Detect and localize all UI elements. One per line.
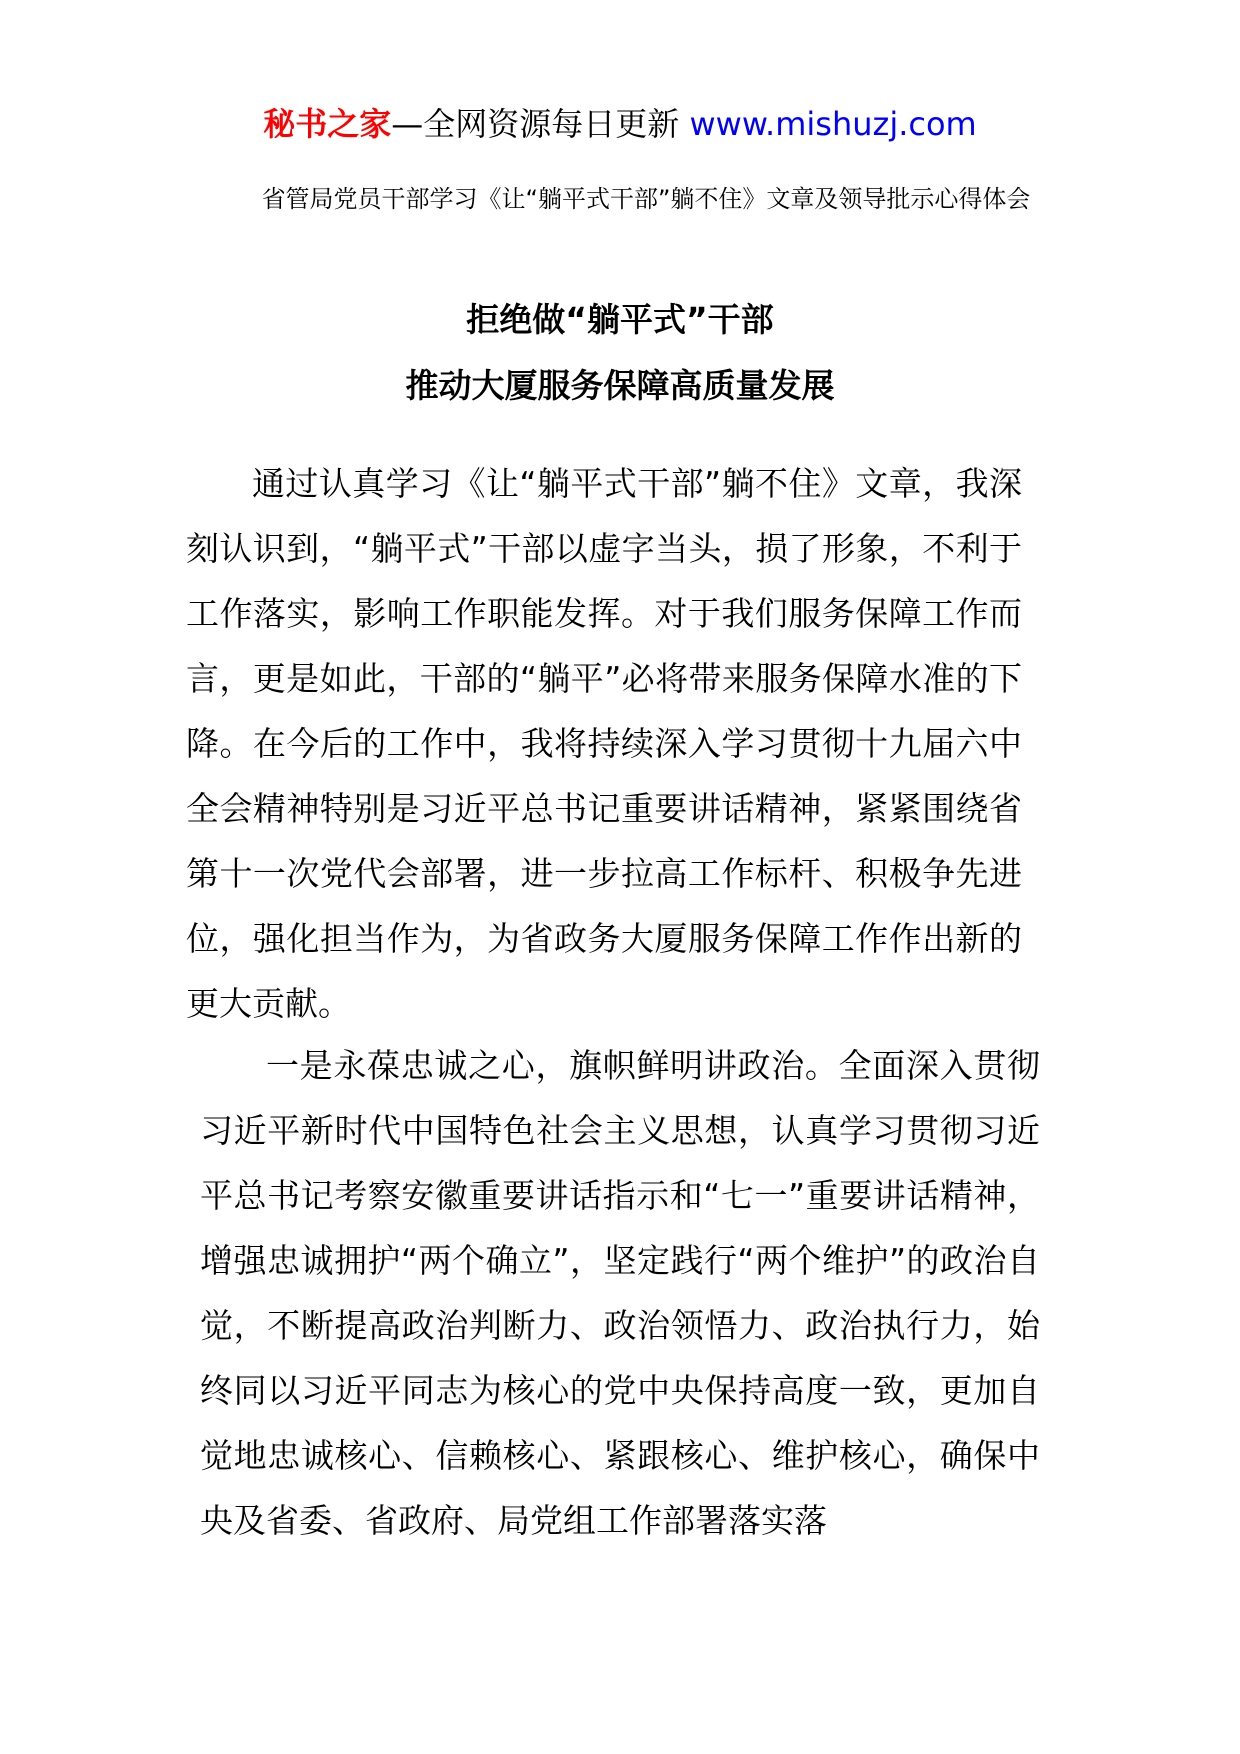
body-paragraph-1: 通过认真学习《让“躺平式干部”躺不住》文章，我深刻认识到，“躺平式”干部以虚字当头，损了形象，不利于工作落实，影响工作职能发挥。对于我们服务保障工作而言，更是如此，干部的“躺平”必将带来服务保障水准的下降。在今后的工作中，我将持续深入学习贯彻十九届六中全会精神特别是习近平总书记重要讲话精神，紧紧围绕省第十一次党代会部署，进一步拉高工作标杆、积极争先进位，强化担当作为，为省政务大厦服务保障工作作出新的更大贡献。 <box>186 464 1022 1023</box>
site-banner <box>0 102 1240 146</box>
brand-name: 秘书之家 <box>263 105 392 143</box>
banner-tagline: —全网资源每日更新 <box>391 105 690 143</box>
headline-line-1: 拒绝做“躺平式”干部 <box>466 300 774 339</box>
headline-line-2: 推动大厦服务保障高质量发展 <box>405 366 835 405</box>
paragraph-lead: 一是永葆忠诚之心，旗帜鲜明讲政治。 <box>266 1046 839 1085</box>
paragraph-body: 全面深入贯彻习近平新时代中国特色社会主义思想，认真学习贯彻习近平总书记考察安徽重要讲话指示和“七一”重要讲话精神，增强忠诚拥护“两个确立”，坚定践行“两个维护”的政治自觉，不断提高政治判断力、政治领悟力、政治执行力，始终同以习近平同志为核心的党中央保持高度一致，更加自觉地忠诚核心、信赖核心、紧跟核心、维护核心，确保中央及省委、省政府、局党组工作部署落实落 <box>200 1046 1041 1540</box>
body-paragraph-2 <box>200 1033 1040 1553</box>
site-url-link[interactable]: www.mishuzj.com <box>689 105 977 143</box>
document-subtitle: 省管局党员干部学习《让“躺平式干部”躺不住》文章及领导批示心得体会 <box>261 185 1031 213</box>
